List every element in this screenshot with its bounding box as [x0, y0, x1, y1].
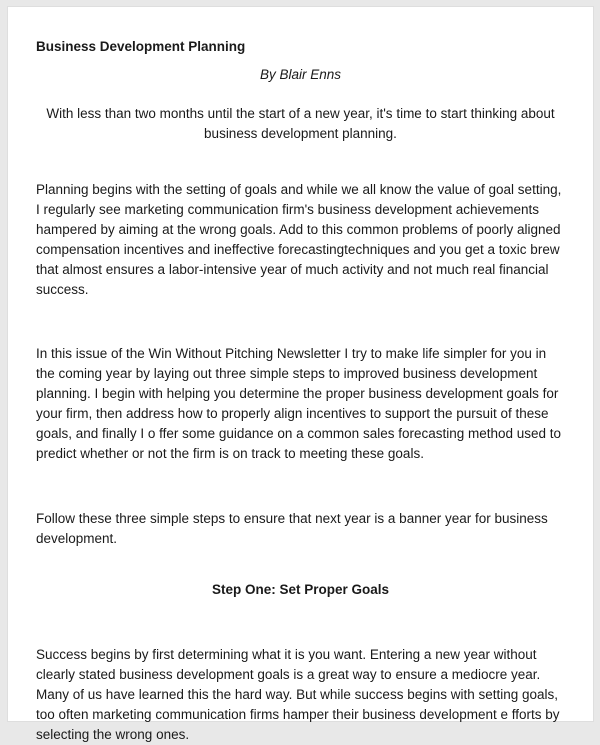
document-content	[8, 7, 593, 745]
body-paragraph-goals: Planning begins with the setting of goals and while we all know the value of goal setting, I regularly see marketing communication firm's business development achievements hampered by aiming at the wrong goals. Add to this common problems of poorly aligned compensation incentives and ineffective forecastingtechniques and you get a toxic brew that almost ensures a labor-intensive year of much activity and not much real financial success.	[36, 182, 562, 297]
section-heading-step-one: Step One: Set Proper Goals	[211, 582, 390, 597]
body-paragraph-success: Success begins by first determining what it is you want. Entering a new year without clearly stated business development goals is a great way to ensure a mediocre year. Many of us have learned this the hard way. But while success begins with setting goals, too often marketing communication firms hamper their business development e fforts by selecting the wrong ones.	[36, 647, 560, 742]
byline: By Blair Enns	[259, 67, 342, 82]
intro-paragraph: With less than two months until the start of a new year, it's time to start thinking about business development planning.	[46, 106, 555, 141]
document-page	[7, 6, 594, 742]
body-paragraph-follow-steps: Follow these three simple steps to ensure that next year is a banner year for business development.	[36, 511, 548, 546]
body-paragraph-newsletter: In this issue of the Win Without Pitching Newsletter I try to make life simpler for you in the coming year by laying out three simple steps to improved business development planning. I begin with helping you determine the proper business development goals for your firm, then address how to properly align incentives to support the pursuit of these goals, and finally I o ffer some guidance on a common sales forecasting method used to predict whether or not the firm is on track to meeting these goals.	[36, 346, 562, 461]
document-title: Business Development Planning	[36, 39, 246, 54]
